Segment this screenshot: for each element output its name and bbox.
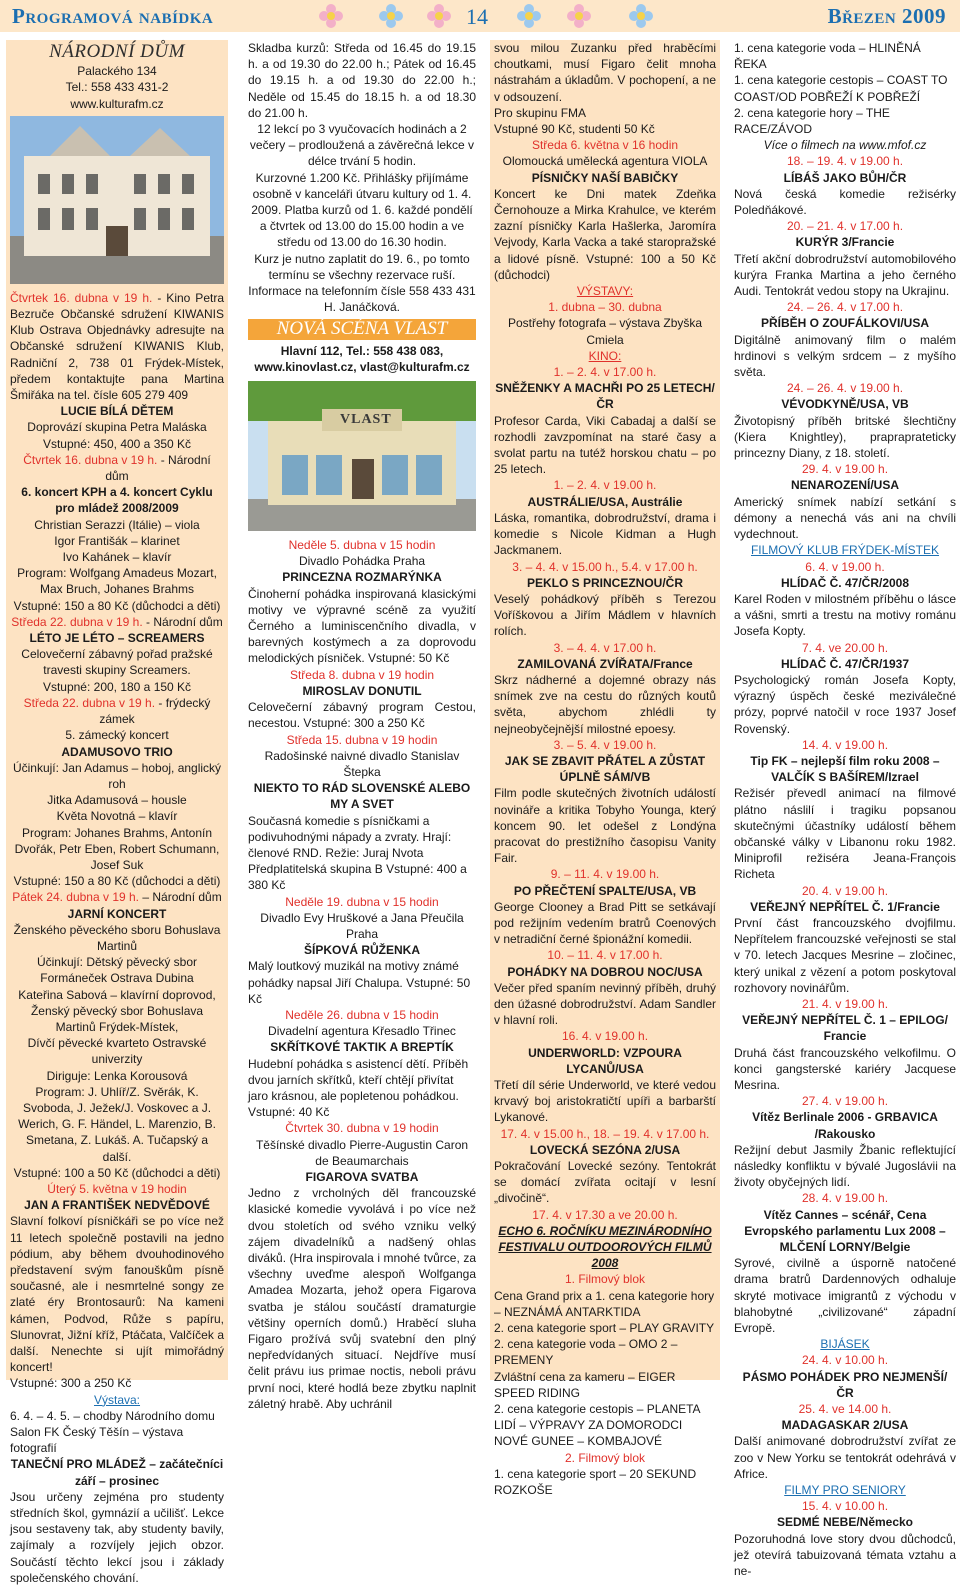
film-block-item: NOVÉ GUNEE – KOMBAJOVÉ bbox=[494, 1434, 663, 1449]
film-item bbox=[494, 1028, 716, 1125]
film-title: LOVECKÁ SEZÓNA 2/USA bbox=[529, 1142, 681, 1157]
event-line: Květa Novotná – klavír bbox=[56, 809, 178, 824]
event-description: Malý loutkový muzikál na motivy známé pohádky napsal Jiří Chalupa. Vstupné: 50 Kč bbox=[248, 959, 471, 1006]
film-block-heading: 1. Filmový blok bbox=[564, 1272, 646, 1287]
film-date: 25. 4. ve 14.00 h. bbox=[798, 1402, 892, 1417]
film-title: PŘÍBĚH O ZOUFÁLKOVI/USA bbox=[760, 316, 929, 331]
event-date: Středa 15. dubna v 19 hodin bbox=[286, 732, 438, 747]
event-line: 5. zámecký koncert bbox=[65, 728, 169, 743]
film-item bbox=[494, 640, 716, 737]
event-date: Čtvrtek 16. dubna v 19 h. bbox=[23, 452, 158, 467]
film-title: NENAROZENÍ/USA bbox=[790, 478, 899, 493]
film-description: Režijní debut Jasmily Žbanic reflektující následky konfliktu v bývalé Jugoslávii na životy obyčejných lidí. bbox=[734, 1142, 956, 1190]
event-description: Koncert ke Dni matek Zdeňka Černohouze a Mirka Krahulce, ve kterém zazní písničky Karla Hašlerka, Jaromíra Vejvody, Karla Vacka a také staropražské a lidové písně. Vstupné: 100 a 50 Kč (důchodci) bbox=[494, 186, 716, 282]
film-title: KURÝR 3/Francie bbox=[795, 235, 895, 250]
film-title: MADAGASKAR 2/USA bbox=[781, 1418, 909, 1433]
event-price: Vstupné 90 Kč, studenti 50 Kč bbox=[494, 122, 655, 137]
event-line: Jitka Adamusová – housle bbox=[47, 793, 187, 808]
event-date: Neděle 5. dubna v 15 hodin bbox=[288, 538, 436, 553]
film-date: 18. – 19. 4. v 19.00 h. bbox=[786, 154, 904, 169]
event-description: Činoherní pohádka inspirovaná klasickými motivy ve výpravné scéně za využití Černého a luminiscenčního divadla, v barevných kostýmech a za doprovodu melodických písniček. Vstupné: 50 Kč bbox=[248, 586, 476, 666]
course-title: TANEČNÍ PRO MLÁDEŽ – začátečníci září – prosinec bbox=[10, 1457, 224, 1488]
event-venue: - frýdecký zámek bbox=[99, 695, 211, 727]
event-description: Slavní folkoví písničkáři se po více než 11 letech společně postavili na jedno pódium, aby během dvouhodinového představení svým fanouškům písně současné, ale i nesmrtelné songy ze zlaté éry Brontosaurů: Na kameni kámen, Podvod, Růže s papíru, Slunovrat, Jižní kříž, Ptáčata, Valčíček a další. Nenechte si ujít mimořádný koncert! bbox=[10, 1214, 224, 1375]
film-title: HLÍDAČ Č. 47/ČR/2008 bbox=[780, 575, 910, 590]
event-company: Divadlo Pohádka Praha bbox=[298, 554, 426, 569]
event-date: Čtvrtek 16. dubna v 19 h. bbox=[10, 290, 153, 305]
page-header bbox=[0, 0, 960, 32]
film-date: 20. 4. v 19.00 h. bbox=[801, 883, 889, 898]
event-date: Čtvrtek 30. dubna v 19 hodin bbox=[285, 1121, 439, 1136]
page-number: 14 bbox=[466, 4, 488, 29]
film-title: UNDERWORLD: VZPOURA LYCANŮ/USA bbox=[528, 1045, 682, 1076]
film-title: VEŘEJNÝ NEPŘÍTEL Č. 1/Francie bbox=[750, 899, 940, 914]
venue-address: Palackého 134 bbox=[77, 64, 157, 79]
venue-tel: Tel.: 558 433 431-2 bbox=[65, 80, 169, 95]
film-title: VÉVODKYNĚ/USA, VB bbox=[781, 397, 909, 412]
course-description: Jsou určeny zejména pro studenty středních škol, gymnázií a učilišť. Lekce jsou sestaveny tak, aby studenty bavily, zajímaly a rozvíjely jejich obzor. Součástí těchto lekcí jsou i základy společenského chování. bbox=[10, 1489, 224, 1585]
film-description: George Clooney a Brad Pitt se setkávají pod režijním vedením bratrů Coenových v netradiční černé špionážní komedii. bbox=[494, 899, 716, 947]
event-date: Neděle 19. dubna v 15 hodin bbox=[285, 894, 439, 909]
exhibition-text: Postřehy fotografa – výstava Zbyška Cmiela bbox=[507, 316, 703, 347]
event-line: Účinkují: Jan Adamus – hoboj, anglický roh bbox=[12, 760, 222, 791]
film-block-item: 1. cena kategorie sport – 20 SEKUND ROZKOŠE bbox=[494, 1466, 697, 1498]
event-title: LUCIE BÍLÁ DĚTEM bbox=[60, 404, 174, 419]
film-description: Třetí díl série Underworld, ve které vedou krvavý boj aristokratičtí upíři a barbarští Lykanové. bbox=[494, 1078, 716, 1125]
course-info: Informace na telefonním čísle 558 433 431 H. Janáčková. bbox=[248, 284, 476, 315]
film-description: Třetí akční dobrodružství automobilového kurýra Franka Martina a jeho černého Audi. Tentokrát vedou stopy na Ukrajinu. bbox=[734, 251, 956, 299]
event-price: Vstupné: 200, 180 a 150 Kč bbox=[42, 679, 192, 694]
film-date: 9. – 11. 4. v 19.00 h. bbox=[550, 867, 660, 882]
venue-title: NÁRODNÍ DŮM bbox=[49, 41, 185, 62]
film-title: POHÁDKY NA DOBROU NOC/USA bbox=[507, 964, 703, 979]
event-company: Divadlo Evy Hruškové a Jana Přeučila Praha bbox=[260, 910, 464, 941]
venue-web: www.kinovlast.cz, vlast@kulturafm.cz bbox=[254, 359, 470, 374]
event-venue: - Národní dům bbox=[105, 452, 211, 484]
film-date: 16. 4. v 19.00 h. bbox=[561, 1029, 649, 1044]
event-company: Divadelní agentura Křesadlo Třinec bbox=[268, 1024, 456, 1039]
event-line: Program: J. Uhlíř/Z. Svěrák, K. Svoboda, J. Ježek/J. Voskovec a J. Werich, G. F. Händel, L. Marenzio, B. Smetana, Z. Lukáš. A. Tučapský a další. bbox=[18, 1084, 216, 1164]
column-nova-scena-continued bbox=[490, 40, 720, 1498]
venue-address: Hlavní 112, Tel.: 558 438 083, bbox=[280, 343, 444, 358]
film-title: VEŘEJNÝ NEPŘÍTEL Č. 1 – EPILOG/ Francie bbox=[742, 1013, 948, 1044]
event-description: Hudební pohádka s asistencí dětí. Příběh dvou jarních skřítků, kteří chtějí přivítat jaro krásnou, ale popletenou pohádkou. Vstupné: 40 Kč bbox=[248, 1056, 469, 1120]
film-description: Skrz nádherné a dojemné obrazy nás snímek zve na cestu do různých koutů světa, abychom zhlédli ty nejneobyčejnější milostné epoesy. bbox=[494, 672, 716, 736]
film-description: Režisér převedl animací na filmové plátno náslilí i tragiku popsanou skutečnými účastníky událostí během občanské války v Libanonu roku 1982. Miniprofil režiséra Jeana-François Richeta bbox=[734, 786, 956, 882]
film-title: Vítěz Berlinale 2006 - GRBAVICA /Rakousko bbox=[752, 1110, 938, 1141]
film-date: 29. 4. v 19.00 h. bbox=[801, 462, 889, 477]
section-heading: BIJÁSEK bbox=[820, 1337, 870, 1352]
exhibitions-heading: VÝSTAVY: bbox=[576, 284, 634, 299]
event-line: Diriguje: Lenka Korousová bbox=[46, 1068, 188, 1083]
event-company: Těšínské divadlo Pierre-Augustin Caron de Beaumarchais bbox=[255, 1137, 469, 1168]
event-line: Program: Johanes Brahms, Antonín Dvořák, Petr Eben, Robert Schumann, Josef Suk bbox=[14, 825, 220, 872]
event-title: PÍSNIČKY NAŠÍ BABIČKY bbox=[531, 170, 679, 185]
film-title: PEKLO S PRINCEZNOU/ČR bbox=[526, 575, 683, 590]
film-date: 27. 4. v 19.00 h. bbox=[801, 1094, 889, 1109]
flower-icon bbox=[628, 3, 654, 29]
event-title: ADAMUSOVO TRIO bbox=[61, 744, 173, 759]
event-line: Vstupné: 150 a 80 Kč (důchodci a děti) bbox=[13, 874, 221, 889]
event-title: FIGAROVA SVATBA bbox=[305, 1169, 419, 1184]
film-description: Veselý pohádkový příběh s Terezou Voříškovou a Jiřím Mádlem v hlavních rolích. bbox=[494, 591, 716, 639]
film-description: Digitálně animovaný film o malém hrdinovi s velkým srdcem – z myšího světa. bbox=[734, 332, 956, 380]
film-description: Syrové, civilně a úsporně natočené drama bratrů Dardennových odhaluje skryté motivace imigrantů z východu v blahobytné „civilizované“ západní Evropě. bbox=[734, 1256, 956, 1336]
exhibition-date: 1. dubna – 30. dubna bbox=[548, 300, 662, 315]
film-description: Pozoruhodná love story dvou důchodců, jež otevírá tabuizovaná témata vztahu a ne- bbox=[734, 1531, 956, 1579]
film-date: 3. – 4. 4. v 17.00 h. bbox=[553, 640, 657, 655]
event-line: Ženský pěvecký sbor Bohuslava Martinů Frýdek-Místek, bbox=[30, 1003, 204, 1034]
event-line: Pro skupinu FMA bbox=[494, 105, 587, 120]
event-line: Kateřina Sabová – klavírní doprovod, bbox=[18, 987, 216, 1002]
column-film-club bbox=[734, 40, 956, 1579]
film-title: AUSTRÁLIE/USA, Austrálie bbox=[527, 494, 683, 509]
film-item bbox=[494, 947, 716, 1028]
film-date: 7. 4. ve 20.00 h. bbox=[801, 640, 889, 655]
event-line: Doprovází skupina Petra Maláska bbox=[27, 420, 207, 435]
film-title: SNĚŽENKY A MACHŘI PO 25 LETECH/ČR bbox=[495, 381, 715, 412]
event-venue: – Národní dům bbox=[139, 890, 222, 905]
event-price: Vstupné: 450, 400 a 350 Kč bbox=[42, 436, 192, 451]
film-description: Životopisný příběh britské šlechtičny (Kiera Knightley), prapraprateticky princezny Diany, z 18. století. bbox=[734, 413, 956, 461]
flower-icon bbox=[516, 3, 542, 29]
issue-date: Březen 2009 bbox=[827, 4, 946, 28]
film-date: 10. – 11. 4. v 17.00 h. bbox=[547, 948, 663, 963]
event-line: Ivo Kahánek – klavír bbox=[62, 550, 172, 565]
flower-icon bbox=[426, 3, 452, 29]
section-heading: FILMOVÝ KLUB FRÝDEK-MÍSTEK bbox=[750, 543, 940, 558]
film-description: Další animované dobrodružství zvířat ze zoo v New Yorku se tentokrát odehrává v Africe. bbox=[734, 1434, 956, 1481]
film-date: 3. – 5. 4. v 19.00 h. bbox=[553, 737, 657, 752]
film-title: HLÍDAČ Č. 47/ČR/1937 bbox=[780, 656, 910, 671]
film-description: Karel Roden v milostném příběhu o lásce a vášni, smrti a trestu na motivy románu Josefa Kopty. bbox=[734, 591, 956, 639]
film-date: 17. 4. v 17.30 a ve 20.00 h. bbox=[532, 1207, 678, 1222]
flower-icon bbox=[378, 3, 404, 29]
film-date: 28. 4. v 19.00 h. bbox=[801, 1191, 889, 1206]
film-item bbox=[494, 364, 716, 477]
film-block-item: 2. cena kategorie voda – OMO 2 – PREMENY bbox=[494, 1337, 678, 1368]
event-title: MIROSLAV DONUTIL bbox=[302, 683, 422, 698]
film-date: 1. – 2. 4. v 19.00 h. bbox=[553, 478, 657, 493]
film-date: 1. – 2. 4. v 17.00 h. bbox=[553, 365, 657, 380]
event-title: PRINCEZNA ROZMARÝNKA bbox=[282, 570, 442, 585]
film-description: Druhá část francouzského velkofilmu. O konci gangsterské kariéry Jacquese Mesrina. bbox=[734, 1045, 956, 1092]
section-heading: FILMY PRO SENIORY bbox=[784, 1483, 906, 1498]
event-line: Ženského pěveckého sboru Bohuslava Martinů bbox=[13, 922, 221, 953]
film-description: Americký snímek nabízí setkání s démony a nenechá vás ani na chvíli vydechnout. bbox=[734, 494, 956, 542]
film-item bbox=[494, 559, 716, 640]
event-line: Igor Františák – klarinet bbox=[54, 533, 180, 548]
film-block-item: 2. cena kategorie cestopis – PLANETA LIDÍ – VÝPRAVY ZA DOMORODCI bbox=[494, 1402, 700, 1433]
event-line: Celovečerní zábavný pořad pražské travesti skupiny Screamers. bbox=[21, 647, 213, 678]
film-date: 24. – 26. 4. v 19.00 h. bbox=[786, 381, 904, 396]
event-intro bbox=[10, 290, 224, 403]
event-date: Středa 6. května v 16 hodin bbox=[531, 138, 679, 153]
info-line: Více o filmech na www.mfof.cz bbox=[763, 138, 927, 153]
film-list bbox=[494, 364, 716, 1207]
event-description: Celovečerní zábavný program Cestou, necestou. Vstupné: 300 a 250 Kč bbox=[248, 700, 476, 731]
event-line: Vstupné: 100 a 50 Kč (důchodci a děti) bbox=[13, 1165, 221, 1180]
film-description: První část francouzského dvojfilmu. Nepřítelem francouzské veřejnosti se stal v 70. letech Jacques Mesrine – zločinec, který unikal z vězení a potom poskytoval rozhovory novinářům. bbox=[734, 915, 956, 995]
event-title: SKŘÍTKOVÉ TAKTIK A BREPTÍK bbox=[270, 1040, 454, 1055]
event-description: Současná komedie s písničkami a podivuhodnými nápady a zvraty. Hrají: členové RND. Režie: Juraj Nvota Předplatitelská skupina B Vstupné: 400 a 380 Kč bbox=[248, 813, 467, 893]
event-line: Účinkují: Dětský pěvecký sbor Formáneček Ostrava Dubina bbox=[36, 955, 198, 986]
column-narodni-dum bbox=[6, 40, 228, 1585]
course-deadline: Kurz je nutno zaplatit do 19. 6., po tomto termínu se všechny rezervace ruší. bbox=[254, 251, 470, 282]
event-date: Neděle 26. dubna v 15 hodin bbox=[285, 1007, 439, 1022]
event-title: JAN A FRANTIŠEK NEDVĚDOVÉ bbox=[24, 1198, 210, 1213]
event-venue: - Národní dům bbox=[142, 614, 223, 629]
event-line: Program: Wolfgang Amadeus Mozart, Max Bruch, Johanes Brahms bbox=[17, 566, 217, 597]
course-schedule: Skladba kurzů: Středa od 16.45 do 19.15 h. a od 19.30 do 22.00 h.; Pátek od 16.45 do 19.15 h. a od 19.30 do 22.00 h.; Neděle od 15.45 do 18.15 h. a od 18.30 do 21.00 h. bbox=[248, 41, 476, 120]
film-block-item: 2. cena kategorie sport – PLAY GRAVITY bbox=[494, 1321, 715, 1336]
event-line: Dívčí pěvecké kvarteto Ostravské univerzity bbox=[27, 1036, 207, 1067]
film-title: PÁSMO POHÁDEK PRO NEJMENŠÍ/ČR bbox=[742, 1369, 948, 1400]
event-date: Středa 8. dubna v 19 hodin bbox=[289, 667, 435, 682]
event-date: Úterý 5. května v 19 hodin bbox=[47, 1181, 187, 1196]
column-nova-scena bbox=[248, 40, 476, 1411]
film-block-heading: 2. Filmový blok bbox=[564, 1450, 646, 1465]
film-block-item: Zvláštní cena za kameru – EIGER SPEED RIDING bbox=[494, 1369, 676, 1400]
event-description: Jedno z vrcholných děl francouzské klasické komedie vyvolává i po více než dvou stoletích od svého vzniku velký zájem divadelníků a nadšený ohlas diváků. (Hra inspirovala i mnohé tvůrce, za všechny uveďme alespoň Wolfganga Amadea Mozarta, jehož opera Figarova svatba je stálou součástí dramaturgie většiny operních domů.) Hraběcí sluha Figaro prožívá svůj svatební den plný nepředvídaných situací. Nejdříve musí čelit právu ius primae noctis, neboli právu první noci, které hodlá beze zbytku naplnit záletný hrabě. Aby uchránil bbox=[248, 1186, 476, 1411]
event-title: NIEKTO TO RÁD SLOVENSKÉ ALEBO MY A SVET bbox=[253, 781, 471, 812]
event-title: LÉTO JE LÉTO – SCREAMERS bbox=[29, 631, 205, 646]
award-line: 2. cena kategorie hory – THE RACE/ZÁVOD bbox=[734, 105, 890, 137]
film-date: 21. 4. v 19.00 h. bbox=[801, 996, 889, 1011]
film-date: 17. 4. v 15.00 h., 18. – 19. 4. v 17.00 h. bbox=[500, 1126, 710, 1141]
venue-sign: VLAST bbox=[340, 412, 392, 428]
event-date: Středa 22. dubna v 19 h. bbox=[23, 695, 156, 710]
award-line: 1. cena kategorie cestopis – COAST TO COAST/OD POBŘEŽÍ K POBŘEŽÍ bbox=[734, 73, 948, 104]
film-block-item: Cena Grand prix a 1. cena kategorie hory – NEZNÁMÁ ANTARKTIDA bbox=[494, 1288, 715, 1319]
film-description: Psychologický román Josefa Kopty, výrazný úspěch české meziválečné prózy, poprvé natočil v roce 1937 Josef Rovenský. bbox=[734, 672, 956, 736]
event-company: Olomoucká umělecká agentura VIOLA bbox=[502, 154, 708, 169]
event-title: ŠÍPKOVÁ RŮŽENKA bbox=[303, 943, 420, 958]
event-date: Středa 22. dubna v 19 h. bbox=[11, 614, 143, 629]
course-fee: Kurzovné 1.200 Kč. Přihlášky přijímáme osobně v kanceláři útvaru kultury od 1. 4. 2009. Platba kurzů od 1. 6. každé pondělí a čtvrtek od 13.00 do 15.00 hodin a ve středu od 13.00 do 16.30 hodin. bbox=[251, 170, 473, 250]
film-item bbox=[494, 737, 716, 867]
cinema-heading: KINO: bbox=[588, 348, 622, 363]
event-line: Vstupné: 150 a 80 Kč (důchodci a děti) bbox=[13, 598, 221, 613]
film-title: Vítěz Cannes – scénář, Cena Evropského parlamentu Lux 2008 – MLČENÍ LORNY/Belgie bbox=[744, 1207, 946, 1255]
film-date: 15. 4. v 10.00 h. bbox=[801, 1499, 889, 1514]
event-text: - Kino Petra Bezruče Občanské sdružení KIWANIS Klub Ostrava Objednávky adresujte na Občanské sdružení KIWANIS Klub, Radniční 2, 738 01 Frýdek-Místek, předem kontaktujte pana Martina Šmiřáka na tel. čísle 605 279 409 bbox=[10, 290, 224, 403]
film-date: 3. – 4. 4. v 15.00 h., 5.4. v 17.00 h. bbox=[512, 559, 698, 574]
venue-photo bbox=[10, 116, 224, 284]
event-description: svou milou Zuzanku před hraběcími choutkami, musí Figaro čelit mnoha nástrahám a úkladům. V pochopení, a ne v odsouzení. bbox=[494, 41, 716, 104]
event-price: Vstupné: 300 a 250 Kč bbox=[10, 1376, 132, 1391]
exhibition-heading: Výstava: bbox=[93, 1392, 141, 1407]
award-line: 1. cena kategorie voda – HLINĚNÁ ŘEKA bbox=[734, 41, 921, 72]
film-date: 20. – 21. 4. v 17.00 h. bbox=[786, 219, 904, 234]
event-line: Christian Serazzi (Itálie) – viola bbox=[34, 517, 200, 532]
film-description: Nová česká komedie režisérky Poledňákové. bbox=[734, 186, 956, 218]
event-title: JARNÍ KONCERT bbox=[67, 906, 167, 921]
venue-web: www.kulturafm.cz bbox=[70, 96, 164, 111]
section-title: Programová nabídka bbox=[12, 4, 214, 28]
film-title: PO PŘEČTENÍ SPALTE/USA, VB bbox=[513, 883, 697, 898]
film-title: JAK SE ZBAVIT PŘÁTEL A ZŮSTAT ÚPLNĚ SÁM/VB bbox=[504, 753, 706, 785]
film-date: 24. – 26. 4. v 17.00 h. bbox=[786, 300, 904, 315]
venue-title: NOVÁ SCÉNA VLAST bbox=[248, 319, 476, 339]
film-title: ZAMILOVANÁ ZVÍŘATA/France bbox=[517, 656, 693, 671]
event-company: Radošinské naivné divadlo Stanislav Štepka bbox=[264, 748, 460, 779]
film-item bbox=[494, 866, 716, 947]
flower-icon bbox=[566, 3, 592, 29]
film-title: Tip FK – nejlepší film roku 2008 – VALČÍK S BAŠÍREM/Izrael bbox=[750, 753, 940, 785]
event-date: Pátek 24. dubna v 19 h. bbox=[12, 890, 140, 905]
festival-title: ECHO 6. ROČNÍKU MEZINÁRODNÍHO FESTIVALU OUTDOOROVÝCH FILMŮ 2008 bbox=[498, 1223, 712, 1271]
film-date: 14. 4. v 19.00 h. bbox=[801, 737, 889, 752]
film-description: Pokračování Lovecké sezóny. Tentokrát se domácí zvířata ocitají v lesní „divočině“. bbox=[494, 1159, 716, 1206]
film-date: 6. 4. v 19.00 h. bbox=[805, 559, 885, 574]
film-date: 24. 4. v 10.00 h. bbox=[801, 1353, 889, 1368]
film-description: Film podle skutečných životních událostí novináře a kritika Tobyho Younga, který koncem 90. let odešel z Londýna pracovat do prestižního časopisu Vanity Fair. bbox=[494, 786, 716, 866]
venue-photo bbox=[248, 381, 476, 531]
film-title: LÍBÁŠ JAKO BŮH/ČR bbox=[783, 170, 907, 185]
film-description: Večer před spaním nevinný příběh, druhý den úžasné dobrodružství. Adam Sandler v hlavní roli. bbox=[494, 980, 716, 1028]
exhibition-text: 6. 4. – 4. 5. – chodby Národního domu Salon FK Český Těšín – výstava fotografií bbox=[10, 1408, 215, 1456]
film-description: Profesor Carda, Viki Cabadaj a další se rozhodli zavzpomínat na staré časy a svolat partu na tutéž horskou chatu – po 25 letech. bbox=[494, 413, 716, 477]
film-title: SEDMÉ NEBE/Německo bbox=[776, 1515, 914, 1530]
course-lessons: 12 lekcí po 3 vyučovacích hodinách a 2 večery – prodloužená a závěrečná lekce v délce trvání 5 hodin. bbox=[249, 122, 475, 169]
event-title: 6. koncert KPH a 4. koncert Cyklu pro mládež 2008/2009 bbox=[21, 485, 213, 516]
flower-icon bbox=[318, 3, 344, 29]
film-description: Láska, romantika, dobrodružství, drama i komedie s Nicole Kidman a Hugh Jackmanem. bbox=[494, 510, 716, 558]
film-item bbox=[494, 1126, 716, 1207]
film-item bbox=[494, 477, 716, 558]
